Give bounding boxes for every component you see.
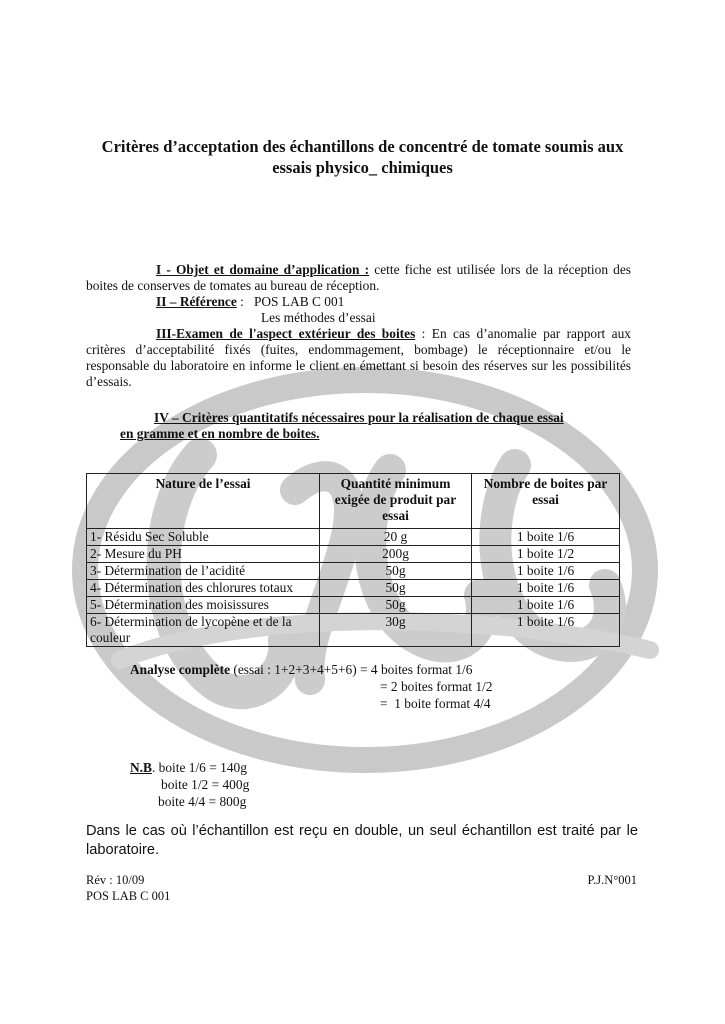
row-boites: 1 boite 1/6	[472, 614, 620, 647]
row-quantite: 50g	[320, 597, 472, 614]
section-reference-heading: II – Référence	[156, 294, 237, 309]
section-objet-text: cette fiche est utilisée lors de la réception des boites de conserves de tomates au bureau de réception.	[86, 262, 632, 293]
essais-table	[86, 473, 620, 647]
section-objet-heading: I - Objet et domaine d’application :	[156, 262, 370, 277]
nb-label: N.B	[130, 760, 152, 775]
row-nature: 4- Détermination des chlorures totaux	[87, 580, 320, 597]
section-examen	[86, 326, 631, 390]
table-row	[87, 614, 620, 647]
analyse-line2: = 2 boites format 1/2	[380, 679, 493, 694]
table-row	[87, 563, 620, 580]
footer-reference: POS LAB C 001	[86, 889, 171, 903]
table-row	[87, 546, 620, 563]
row-nature: 3- Détermination de l’acidité	[87, 563, 320, 580]
row-quantite: 20 g	[320, 529, 472, 546]
table-row	[87, 580, 620, 597]
section-reference-separator: :	[236, 294, 254, 309]
row-nature: 1- Résidu Sec Soluble	[87, 529, 320, 546]
footer-left	[86, 872, 170, 904]
row-nature: 5- Détermination des moisissures	[87, 597, 320, 614]
section-criteres-heading	[86, 410, 631, 442]
table-header-row	[87, 474, 620, 529]
reference-methodes: Les méthodes d’essai	[261, 310, 376, 325]
row-quantite: 50g	[320, 580, 472, 597]
section-objet	[86, 262, 631, 294]
section-criteres-line2: en gramme et en nombre de boites.	[120, 426, 320, 441]
nb-line2: boite 1/2 = 400g	[161, 777, 250, 792]
nb-line3: boite 4/4 = 800g	[158, 794, 247, 809]
row-quantite: 30g	[320, 614, 472, 647]
section-reference	[86, 294, 631, 326]
nb-line1: . boite 1/6 = 140g	[151, 760, 247, 775]
row-boites: 1 boite 1/2	[472, 546, 620, 563]
reference-pos: POS LAB C 001	[253, 294, 345, 309]
analyse-label: Analyse complète	[130, 662, 231, 677]
section-criteres-line1: IV – Critères quantitatifs nécessaires pour la réalisation de chaque essai	[154, 410, 564, 425]
analyse-complete	[130, 661, 492, 712]
document-title: Critères d’acceptation des échantillons de concentré de tomate soumis aux essais physico_ chimiques	[101, 137, 624, 177]
row-boites: 1 boite 1/6	[472, 580, 620, 597]
closing-note: Dans le cas où l’échantillon est reçu en double, un seul échantillon est traité par le laboratoire.	[86, 823, 638, 858]
analyse-line3: = 1 boite format 4/4	[380, 696, 491, 711]
analyse-formula: (essai : 1+2+3+4+5+6) = 4 boites format 1/6	[230, 662, 473, 677]
table-row	[87, 529, 620, 546]
row-boites: 1 boite 1/6	[472, 597, 620, 614]
header-nombre: Nombre de boites par essai	[472, 474, 620, 529]
header-nature: Nature de l’essai	[87, 474, 320, 529]
section-examen-heading: III-Examen de l'aspect extérieur des boites	[156, 326, 416, 341]
row-quantite: 50g	[320, 563, 472, 580]
table-row	[87, 597, 620, 614]
row-nature: 6- Détermination de lycopène et de la couleur	[87, 614, 320, 647]
row-nature: 2- Mesure du PH	[87, 546, 320, 563]
footer-piece-jointe: P.J.N°001	[587, 873, 637, 887]
section-examen-text: : En cas d’anomalie par rapport aux critères d’acceptabilité fixés (fuites, endommagement, bombage) le réceptionnaire et/ou le responsable du laboratoire en informe le client en émettant si besoin des réserves sur les possibilités d’essais.	[86, 326, 631, 389]
row-quantite: 200g	[320, 546, 472, 563]
row-boites: 1 boite 1/6	[472, 563, 620, 580]
header-quantite: Quantité minimum exigée de produit par essai	[320, 474, 472, 529]
row-boites: 1 boite 1/6	[472, 529, 620, 546]
nota-bene	[130, 759, 249, 810]
footer-revision: Rév : 10/09	[86, 873, 145, 887]
